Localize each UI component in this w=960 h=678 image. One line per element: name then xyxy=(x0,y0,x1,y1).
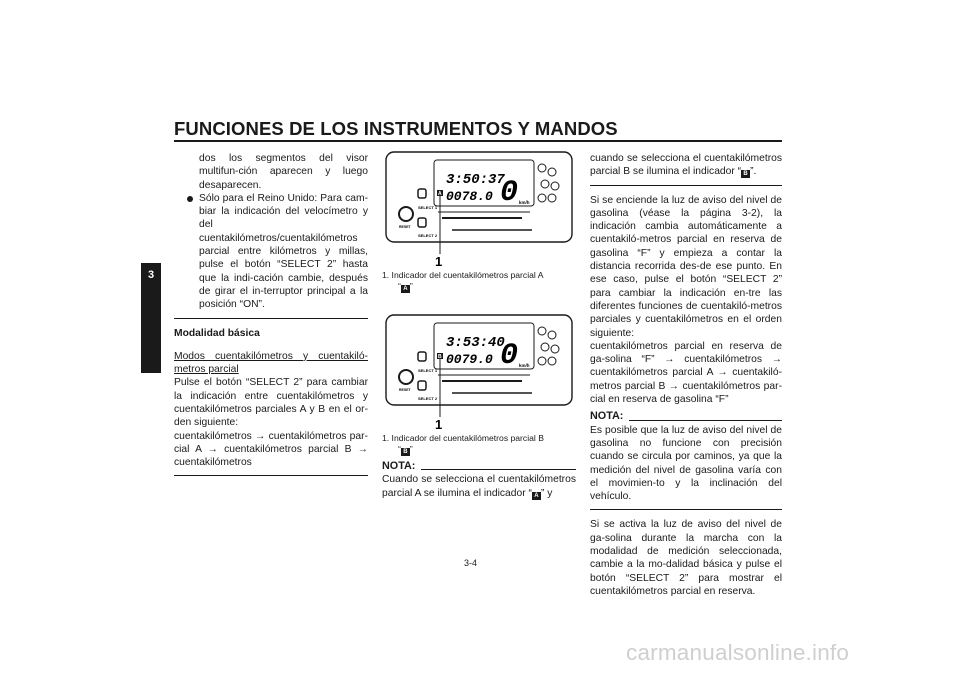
column-middle xyxy=(382,150,576,500)
quote-close: ” xyxy=(409,281,413,291)
sequence-text: cuentakilómetros → cuentakilómetros par-cial A → cuentakilómetros parcial B → cuentakilómetros xyxy=(174,430,368,469)
lcd-odometer: 0078.0 xyxy=(446,189,493,204)
nota-continuation: cuando se selecciona el cuentakilómetros parcial B se ilumina el indicador “ B ”. xyxy=(590,153,782,178)
trip-a-icon: A xyxy=(532,492,541,500)
trip-b-icon: B xyxy=(741,170,750,178)
quote-close: ” xyxy=(409,444,413,454)
lcd-time: 3:53:40 xyxy=(446,335,505,351)
nota-heading xyxy=(382,460,576,473)
quote-open: “ xyxy=(398,444,401,454)
speed-unit: km/h xyxy=(519,363,530,368)
reset-label: RESET xyxy=(399,225,411,229)
trip-indicator: A xyxy=(438,191,442,197)
quote-open: “ xyxy=(398,281,401,291)
page-title: FUNCIONES DE LOS INSTRUMENTOS Y MANDOS xyxy=(174,118,618,139)
chapter-number: 3 xyxy=(147,269,155,281)
caption-b-text: 1. Indicador del cuentakilómetros parcial B xyxy=(382,433,544,443)
bullet-uk: Sólo para el Reino Unido: Para cam-biar la indicación del velocímetro y del cuentakilómetros/cuentakilómetros parcial entre kilómetros y millas, pulse el botón “SELECT 2” hasta que la indi-cación cambie, después de girar el in-terruptor principal a la posición “ON”. xyxy=(174,192,368,312)
caption-b xyxy=(382,433,576,456)
watermark: carmanualsonline.info xyxy=(626,640,850,665)
nota-heading xyxy=(590,410,782,423)
lcd-odometer: 0079.0 xyxy=(446,352,493,367)
nota-text: Cuando se selecciona el cuentakilómetros parcial A se ilumina el indicador “ A ” y xyxy=(382,474,576,499)
lcd-speed: 0 xyxy=(500,176,519,210)
closing-text: Si se activa la luz de aviso del nivel de ga-solina durante la marcha con la modalidad de medición seleccionada, cambie a la mo-dalidad básica y pulse el botón “SELECT 2” para mostrar el cuentakilómetros parcial en reserva. xyxy=(590,519,782,597)
select1-label: SELECT 1 xyxy=(418,368,438,373)
body-text: Pulse el botón “SELECT 2” para cambiar la indicación entre cuentakilómetros y cuentakilómetros parciales A y B en el or-den siguiente: xyxy=(174,377,368,429)
callout-number: 1 xyxy=(435,417,443,431)
divider xyxy=(590,509,782,510)
column-left xyxy=(174,152,368,484)
divider xyxy=(174,475,368,476)
chapter-tab xyxy=(141,263,161,373)
divider xyxy=(174,318,368,319)
caption-a xyxy=(382,270,576,293)
trip-b-icon: B xyxy=(401,448,410,456)
lcd-time: 3:50:37 xyxy=(446,172,505,188)
nota-label: NOTA: xyxy=(590,410,624,423)
trip-a-icon: A xyxy=(401,285,410,293)
section-heading: Modalidad básica xyxy=(174,327,260,339)
page-number: 3-4 xyxy=(464,558,478,568)
title-rule xyxy=(174,140,782,142)
intro-text: dos los segmentos del visor multifun-ción aparecen y luego desaparecen. xyxy=(199,153,368,191)
select2-label: SELECT 2 xyxy=(418,396,438,401)
subsection-heading: Modos cuentakilómetros y cuentakiló-metros parcial xyxy=(174,350,368,376)
meter-illustration-a xyxy=(382,150,576,268)
reset-label: RESET xyxy=(399,388,411,392)
meter-illustration-b xyxy=(382,313,576,431)
divider xyxy=(590,185,782,186)
select1-label: SELECT 1 xyxy=(418,205,438,210)
caption-a-text: 1. Indicador del cuentakilómetros parcial A xyxy=(382,270,544,280)
reserve-text: Si se enciende la luz de aviso del nivel de gasolina (véase la página 3-2), la indicación cambia automáticamente a cuentakiló-metros parcial en reserva de gasolina “F” y empieza a contar la distancia recorrida des-de ese punto. En ese caso, pulse el botón “SELECT 2” para cambiar la indicación en-tre las diferentes funciones de cuentakiló-metros parciales y cuentakilómetros en el orden siguiente: xyxy=(590,194,782,339)
trip-indicator: B xyxy=(438,354,442,360)
select2-label: SELECT 2 xyxy=(418,233,438,238)
nota-text: Es posible que la luz de aviso del nivel de gasolina no funcione con precisión cuando se circula por caminos, ya que la medición del nivel de gasolina varía con el movimien-to y la inclinación del vehículo. xyxy=(590,424,782,503)
reserve-sequence: cuentakilómetros parcial en reserva de ga-solina “F” → cuentakilómetros → cuentakilómetros parcial A → cuentakiló-metros parcial B → cuentakilómetros par-cial en reserva de gasolina “F” xyxy=(590,340,782,406)
callout-number: 1 xyxy=(435,254,443,268)
meter-figure-a xyxy=(382,150,576,268)
column-right xyxy=(590,152,782,598)
lcd-speed: 0 xyxy=(500,339,519,373)
nota-label: NOTA: xyxy=(382,460,416,472)
meter-figure-b xyxy=(382,313,576,431)
speed-unit: km/h xyxy=(519,200,530,205)
